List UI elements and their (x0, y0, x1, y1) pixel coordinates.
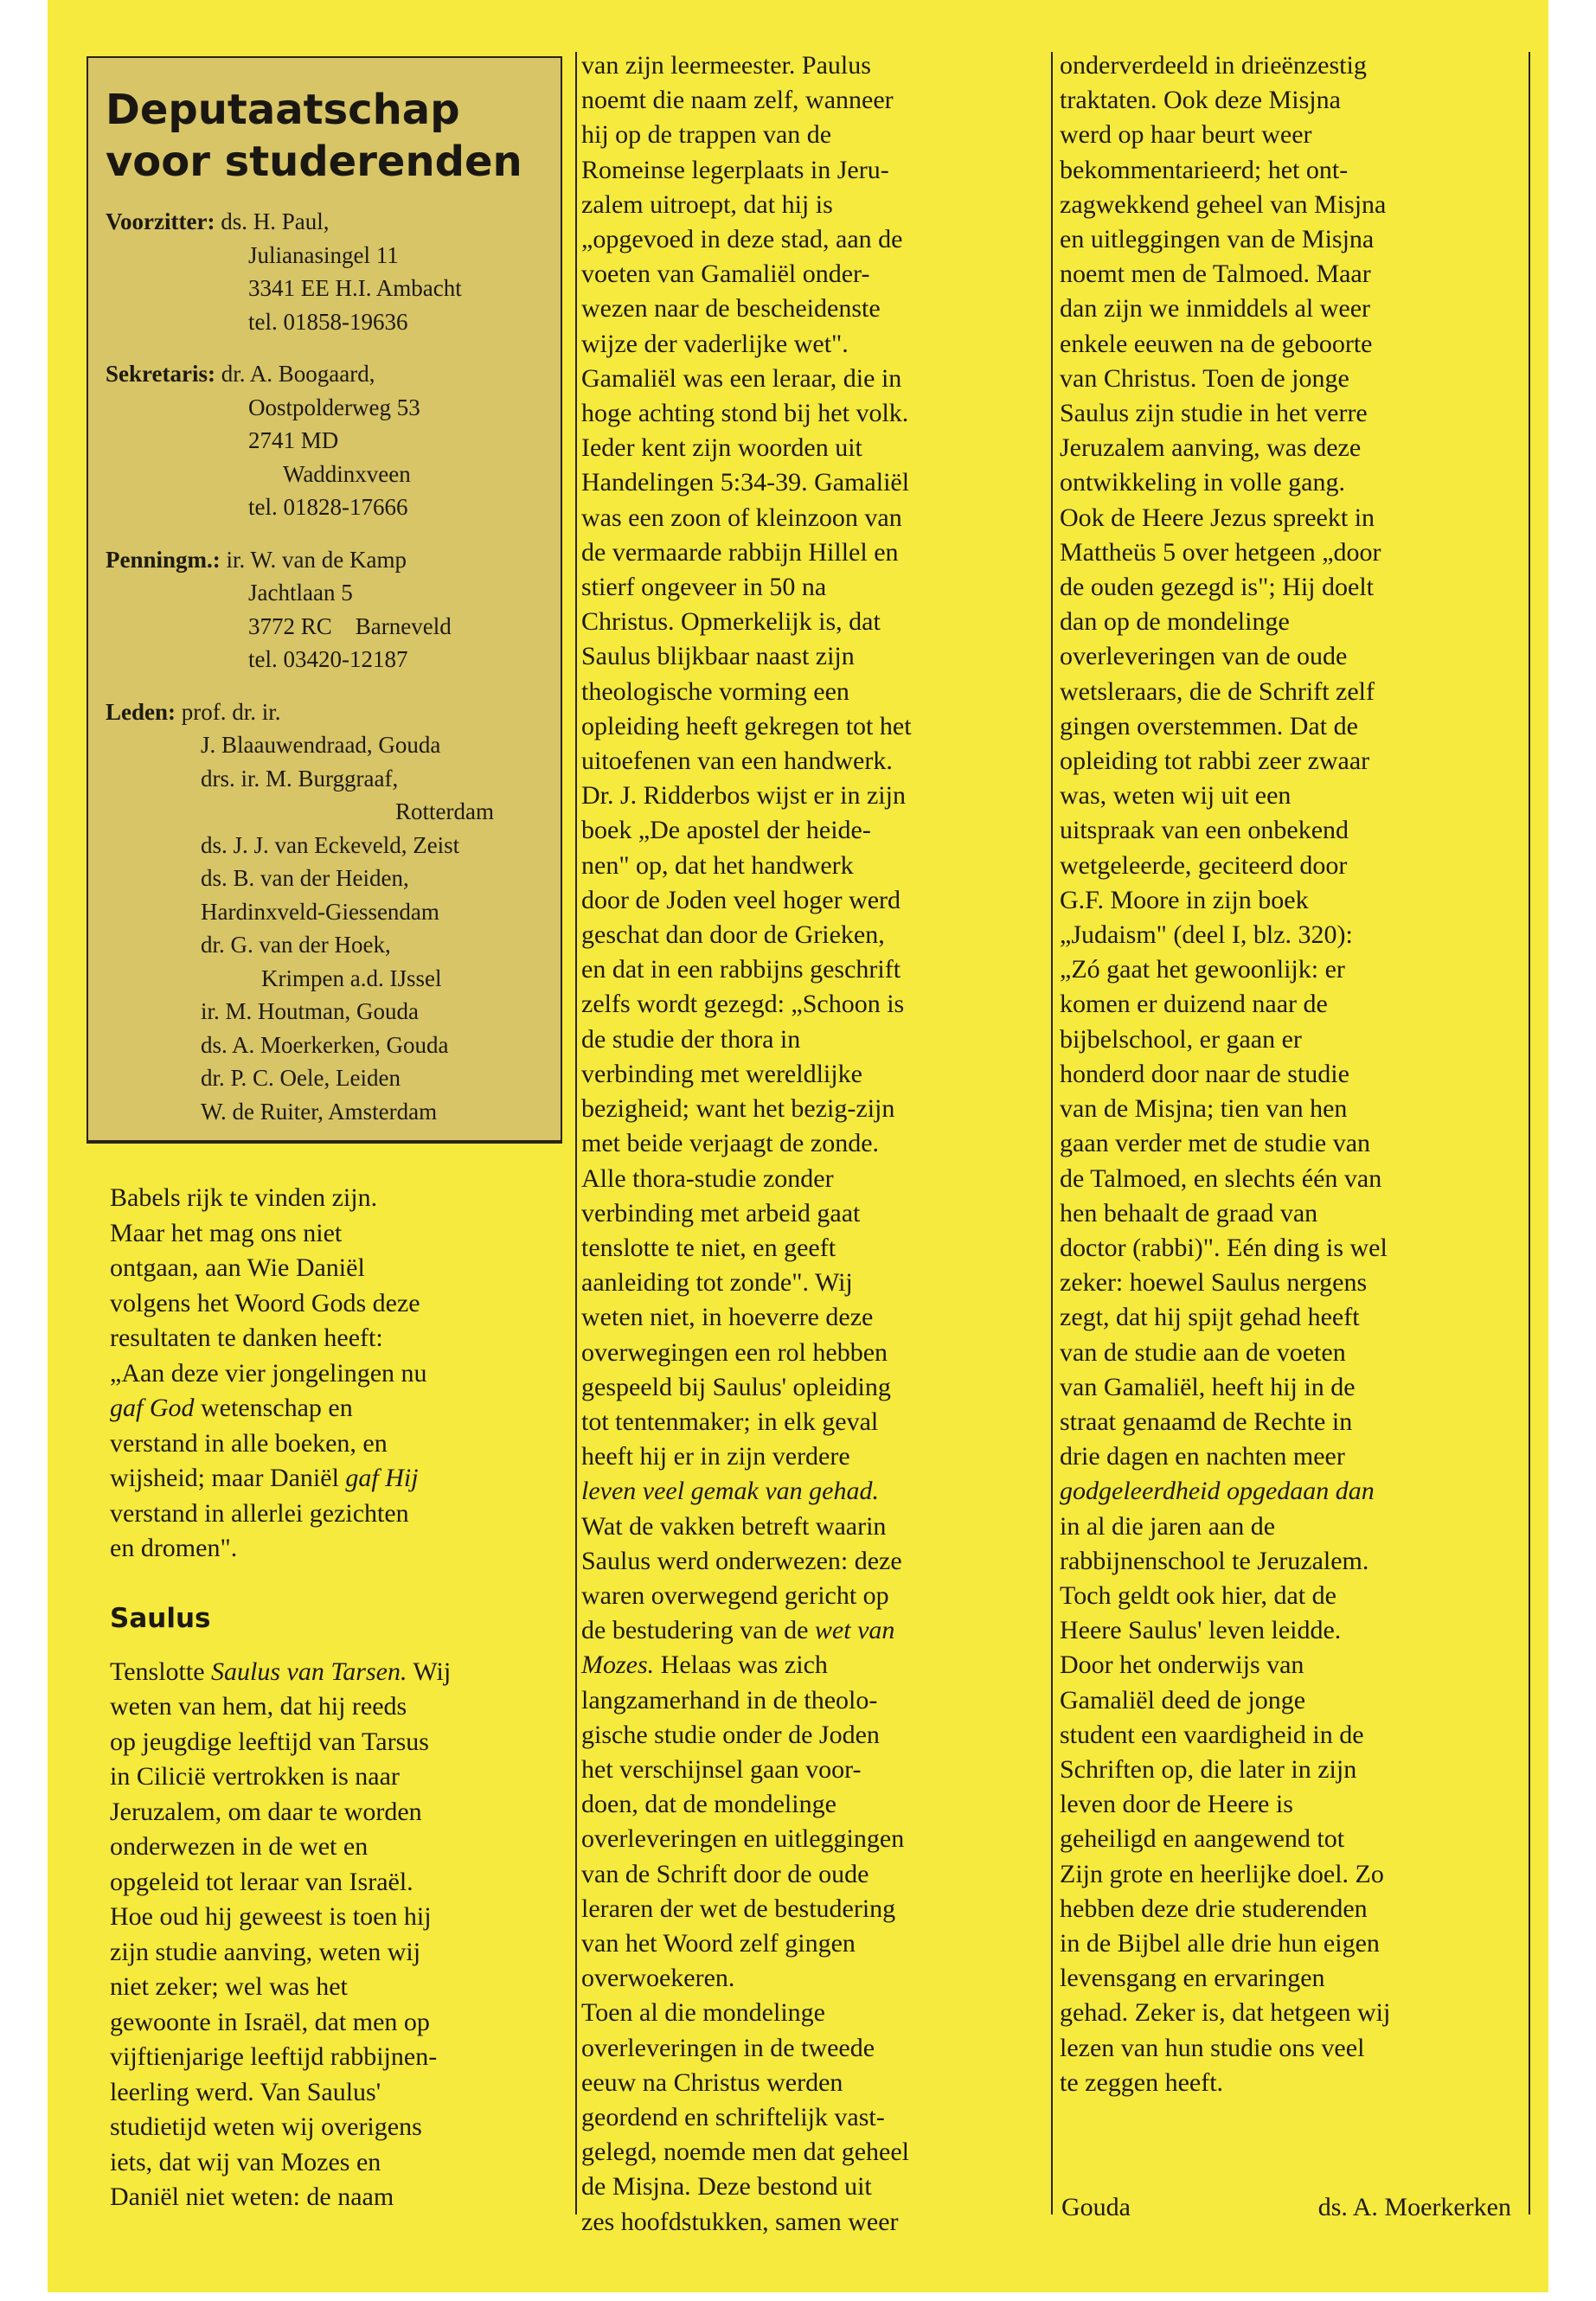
text-line: bekommentarieerd; het ont- (1060, 155, 1349, 184)
text-fragment: wetenschap en (194, 1394, 353, 1422)
text-line: theologische vorming een (581, 676, 849, 706)
text-line: Maar het mag ons niet (110, 1218, 343, 1247)
text-line: van Gamaliël, heeft hij in de (1060, 1372, 1356, 1401)
entry-line: Oostpolderweg 53 (248, 394, 420, 420)
text-line: en uitleggingen van de Misjna (1060, 225, 1375, 254)
emphasis-line: leven veel gemak van gehad. (581, 1477, 879, 1506)
text-line: zagwekkend geheel van Misjna (1060, 189, 1387, 219)
text-line: zeker: hoewel Saulus nergens (1060, 1268, 1368, 1298)
text-line: Daniël niet weten: de naam (110, 2182, 394, 2211)
text-line: Zijn grote en heerlijke doel. Zo (1060, 1859, 1384, 1888)
text-line: van zijn leermeester. Paulus (581, 51, 871, 80)
text-line: in Cilicië vertrokken is naar (110, 1762, 400, 1791)
entry-line: ds. J. J. van Eckeveld, Zeist (201, 831, 460, 858)
committee-box (87, 56, 562, 1142)
text-line: iets, dat wij van Mozes en (110, 2147, 381, 2176)
text-line: aanleiding tot zonde". Wij (581, 1268, 853, 1298)
entry-line: Jachtlaan 5 (248, 580, 353, 606)
text-line: onderwezen in de wet en (110, 1832, 369, 1861)
text-line: van de Misjna; tien van hen (1060, 1094, 1348, 1124)
text-line: leraren der wet de bestudering (581, 1894, 896, 1923)
text-line: langzamerhand in de theolo- (581, 1685, 878, 1715)
text-line: Babels rijk te vinden zijn. (110, 1183, 378, 1212)
text-line: resultaten te danken heeft: (110, 1324, 383, 1352)
text-line: van Christus. Toen de jonge (1060, 363, 1349, 393)
text-line: van het Woord zelf gingen (581, 1928, 856, 1958)
text-line: doctor (rabbi)". Eén ding is wel (1060, 1233, 1388, 1262)
text-line: eeuw na Christus werden (581, 2067, 843, 2097)
emphasis-text: Saulus van Tarsen. (211, 1657, 407, 1686)
text-line: Ook de Heere Jezus spreekt in (1060, 503, 1375, 532)
text-line: noemt die naam zelf, wanneer (581, 86, 894, 115)
text-line: verbinding met wereldlijke (581, 1059, 862, 1088)
text-line: levensgang en ervaringen (1060, 1964, 1325, 1993)
text-line: Romeinse legerplaats in Jeru- (581, 155, 889, 184)
text-line: op jeugdige leeftijd van Tarsus (110, 1727, 429, 1756)
column-2-text (581, 48, 1066, 2240)
text-line: Hoe oud hij geweest is toen hij (110, 1902, 432, 1931)
entry-leden (106, 695, 555, 1129)
text-line: weten niet, in hoeverre deze (581, 1303, 874, 1332)
page-edge (48, 2292, 1548, 2301)
column-divider (1529, 52, 1530, 2214)
magazine-page (48, 0, 1548, 2301)
text-line: „opgevoed in deze stad, aan de (581, 225, 903, 254)
text-fragment: Helaas was zich (654, 1650, 828, 1680)
entry-line: tel. 01858-19636 (248, 308, 408, 335)
entry-line: ds. A. Moerkerken, Gouda (201, 1031, 449, 1058)
text-line: stierf ongeveer in 50 na (581, 573, 827, 602)
text-line: opleiding heeft gekregen tot het (581, 711, 912, 740)
text-line: Christus. Opmerkelijk is, dat (581, 607, 881, 637)
text-line: lezen van hun studie ons veel (1060, 2033, 1365, 2062)
text-line: „Zó gaat het gewoonlijk: er (1060, 955, 1345, 984)
text-fragment: Wij (407, 1657, 452, 1686)
column-1-text (110, 1181, 560, 2215)
text-line: honderd door naar de studie (1060, 1059, 1349, 1088)
text-line: „Judaism" (deel I, blz. 320): (1060, 920, 1353, 950)
entry-voorzitter (106, 205, 555, 338)
text-line: wetsleraars, die de Schrift zelf (1060, 676, 1375, 706)
signature-place: Gouda (1061, 2193, 1131, 2221)
text-line: hebben deze drie studerenden (1060, 1894, 1368, 1923)
text-line: weten van hem, dat hij reeds (110, 1692, 407, 1721)
text-line: en dat in een rabbijns geschrift (581, 955, 901, 984)
box-title-line-2: voor studerenden (106, 138, 522, 186)
entry-line: prof. dr. ir. (181, 698, 281, 725)
text-line: overleveringen in de tweede (581, 2033, 875, 2062)
text-line: het verschijnsel gaan voor- (581, 1754, 862, 1784)
text-line: de Talmoed, en slechts één van (1060, 1163, 1382, 1193)
text-line: overleveringen en uitleggingen (581, 1824, 905, 1854)
text-line: gewoonte in Israël, dat men op (110, 2007, 430, 2036)
text-line: ontgaan, aan Wie Daniël (110, 1253, 365, 1282)
text-line: bijbelschool, er gaan er (1060, 1024, 1302, 1054)
text-line: Schriften op, die later in zijn (1060, 1754, 1357, 1784)
text-line: Jeruzalem, om daar te worden (110, 1797, 422, 1826)
text-line: van de studie aan de voeten (1060, 1337, 1346, 1367)
text-line: uitspraak van een onbekend (1060, 816, 1349, 845)
text-line: „Aan deze vier jongelingen nu (110, 1358, 427, 1388)
emphasis-text: Mozes. (581, 1650, 655, 1680)
emphasis-text: wet van (814, 1616, 895, 1645)
text-line: te zeggen heeft. (1060, 2067, 1224, 2097)
box-title-line-1: Deputaatschap (106, 86, 460, 134)
text-line (581, 1613, 1066, 1648)
role-label: Sekretaris: (106, 361, 215, 387)
text-line: gische studie onder de Joden (581, 1720, 880, 1749)
entry-line: drs. ir. M. Burggraaf, (201, 765, 399, 792)
box-bottom-rule (87, 1142, 562, 1144)
entry-line: ir. M. Houtman, Gouda (201, 998, 419, 1024)
emphasis-text: gaf God (110, 1394, 195, 1422)
role-label: Voorzitter: (106, 208, 215, 234)
text-line: Toen al die mondelinge (581, 1998, 825, 2028)
signature-author: ds. A. Moerkerken (1317, 2193, 1511, 2221)
emphasis-text: gaf Hij (345, 1464, 419, 1492)
text-line: ontwikkeling in volle gang. (1060, 468, 1345, 497)
text-line: leerling werd. Van Saulus' (110, 2077, 381, 2106)
text-line: hen behaalt de graad van (1060, 1198, 1318, 1227)
text-line: dan zijn we inmiddels al weer (1060, 294, 1371, 324)
paragraph-daniel (110, 1181, 560, 1567)
text-line: overleveringen van de oude (1060, 642, 1348, 671)
text-line: dan op de mondelinge (1060, 607, 1290, 637)
text-line: Ieder kent zijn woorden uit (581, 433, 862, 463)
text-line: overwoekeren. (581, 1964, 735, 1993)
text-line: Handelingen 5:34-39. Gamaliël (581, 468, 910, 497)
text-line: de studie der thora in (581, 1024, 801, 1054)
entry-sekretaris (106, 357, 555, 524)
role-label: Penningm.: (106, 546, 221, 573)
emphasis-line: godgeleerdheid opgedaan dan (1060, 1477, 1375, 1506)
text-line: G.F. Moore in zijn boek (1060, 885, 1309, 914)
text-line: onderverdeeld in drieënzestig (1060, 51, 1367, 80)
entry-line: ds. H. Paul, (221, 208, 330, 234)
text-line: drie dagen en nachten meer (1060, 1442, 1345, 1471)
text-line: met beide verjaagt de zonde. (581, 1129, 880, 1158)
text-line: Dr. J. Ridderbos wijst er in zijn (581, 781, 906, 811)
entry-line: Rotterdam (395, 798, 494, 824)
text-line: de vermaarde rabbijn Hillel en (581, 537, 899, 567)
text-line: zegt, dat hij spijt gehad heeft (1060, 1303, 1360, 1332)
entry-line: dr. P. C. Oele, Leiden (201, 1065, 401, 1091)
text-line: geordend en schriftelijk vast- (581, 2102, 885, 2131)
text-line: hij op de trappen van de (581, 120, 832, 150)
text-line: Jeruzalem aanving, was deze (1060, 433, 1362, 463)
text-line: uitoefenen van een handwerk. (581, 747, 893, 776)
text-line: student een vaardigheid in de (1060, 1720, 1364, 1749)
text-line: gingen overstemmen. Dat de (1060, 711, 1358, 740)
entry-line: Waddinxveen (283, 460, 411, 487)
text-line: traktaten. Ook deze Misjna (1060, 86, 1341, 115)
text-line: gehad. Zeker is, dat hetgeen wij (1060, 1998, 1391, 2028)
entry-line: 3772 RC Barneveld (248, 612, 452, 639)
entry-line: W. de Ruiter, Amsterdam (201, 1098, 438, 1125)
text-line: Door het onderwijs van (1060, 1650, 1304, 1680)
text-line: nen" op, dat het handwerk (581, 850, 854, 880)
entry-line: Hardinxveld-Giessendam (201, 898, 439, 925)
text-line: overwegingen een rol hebben (581, 1337, 888, 1367)
text-line: Mattheüs 5 over hetgeen „door (1060, 537, 1381, 567)
committee-list (106, 205, 555, 1147)
text-line: wezen naar de bescheidenste (581, 294, 881, 324)
text-line (581, 1648, 1066, 1682)
entry-line: tel. 03420-12187 (248, 646, 408, 672)
text-line: noemt men de Talmoed. Maar (1060, 260, 1371, 289)
text-line: Toch geldt ook hier, dat de (1060, 1580, 1336, 1610)
entry-penningmeester (106, 543, 555, 676)
text-line: studietijd weten wij overigens (110, 2112, 422, 2141)
role-label: Leden: (106, 698, 176, 725)
text-line: geheiligd en aangewend tot (1060, 1824, 1345, 1854)
text-line: tot tentenmaker; in elk geval (581, 1407, 879, 1436)
paragraph-saulus (110, 1655, 560, 2215)
entry-line: 2741 MD (248, 427, 339, 453)
column-divider (575, 52, 577, 2214)
text-line: Saulus blijkbaar naast zijn (581, 642, 855, 671)
text-line: zalem uitroept, dat hij is (581, 189, 833, 219)
text-line: zelfs wordt gezegd: „Schoon is (581, 990, 905, 1019)
text-line: enkele eeuwen na de geboorte (1060, 329, 1373, 358)
entry-line: ds. B. van der Heiden, (201, 865, 409, 891)
text-line: opleiding tot rabbi zeer zwaar (1060, 747, 1370, 776)
entry-line: tel. 01828-17666 (248, 494, 408, 520)
text-line: was, weten wij uit een (1060, 781, 1292, 811)
text-line: komen er duizend naar de (1060, 990, 1328, 1019)
text-line: gelegd, noemde men dat geheel (581, 2138, 910, 2167)
entry-line: ir. W. van de Kamp (226, 546, 407, 573)
text-line: de Misjna. Deze bestond uit (581, 2172, 872, 2202)
text-line: verstand in allerlei gezichten (110, 1498, 409, 1528)
text-fragment: Tenslotte (110, 1657, 212, 1686)
entry-line: Krimpen a.d. IJssel (261, 965, 442, 991)
entry-line: dr. A. Boogaard, (221, 361, 375, 387)
text-line: bezigheid; want het bezig-zijn (581, 1094, 895, 1124)
text-line: doen, dat de mondelinge (581, 1790, 836, 1819)
text-line: Heere Saulus' leven leidde. (1060, 1616, 1342, 1645)
text-line: volgens het Woord Gods deze (110, 1288, 420, 1317)
entry-line: 3341 EE H.I. Ambacht (248, 275, 462, 301)
text-line: straat genaamd de Rechte in (1060, 1407, 1353, 1436)
text-line: Wat de vakken betreft waarin (581, 1511, 887, 1541)
text-line: waren overwegend gericht op (581, 1580, 889, 1610)
text-line: in de Bijbel alle drie hun eigen (1060, 1928, 1380, 1958)
text-line: gespeeld bij Saulus' opleiding (581, 1372, 891, 1401)
text-line: niet zeker; wel was het (110, 1972, 348, 2001)
text-line: zes hoofdstukken, samen weer (581, 2207, 899, 2236)
text-line: geschat dan door de Grieken, (581, 920, 885, 950)
section-heading-saulus: Saulus (110, 1602, 211, 1634)
text-line: opgeleid tot leraar van Israël. (110, 1867, 413, 1896)
text-line: wetgeleerde, geciteerd door (1060, 850, 1348, 880)
entry-line: Julianasingel 11 (248, 241, 399, 268)
text-line: Alle thora-studie zonder (581, 1163, 834, 1193)
text-line: Gamaliël deed de jonge (1060, 1685, 1306, 1715)
text-line: en dromen". (110, 1534, 238, 1562)
text-line: in al die jaren aan de (1060, 1511, 1276, 1541)
entry-line: J. Blaauwendraad, Gouda (201, 732, 441, 758)
entry-line: dr. G. van der Hoek, (201, 932, 391, 958)
text-line: hoge achting stond bij het volk. (581, 399, 909, 428)
text-line: leven door de Heere is (1060, 1790, 1293, 1819)
text-line: werd op haar beurt weer (1060, 120, 1312, 150)
text-line: verbinding met arbeid gaat (581, 1198, 861, 1227)
text-line: Saulus zijn studie in het verre (1060, 399, 1368, 428)
text-line: heeft hij er in zijn verdere (581, 1442, 850, 1471)
text-line: Gamaliël was een leraar, die in (581, 363, 902, 393)
text-line: gaan verder met de studie van (1060, 1129, 1371, 1158)
text-line: Saulus werd onderwezen: deze (581, 1546, 902, 1575)
text-line: de ouden gezegd is"; Hij doelt (1060, 573, 1374, 602)
box-title (106, 84, 555, 188)
text-fragment: wijsheid; maar Daniël (110, 1464, 346, 1492)
text-fragment: de bestudering van de (581, 1616, 815, 1645)
text-line: boek „De apostel der heide- (581, 816, 871, 845)
text-line: zijn studie aanving, weten wij (110, 1937, 421, 1966)
text-line: van de Schrift door de oude (581, 1859, 869, 1888)
text-line: verstand in alle boeken, en (110, 1428, 388, 1458)
text-line: was een zoon of kleinzoon van (581, 503, 902, 532)
text-line: tenslotte te niet, en geeft (581, 1233, 836, 1262)
text-line: vijftienjarige leeftijd rabbijnen- (110, 2042, 438, 2071)
column-3-text (1060, 48, 1527, 2100)
text-line: rabbijnenschool te Jeruzalem. (1060, 1546, 1369, 1575)
text-line: voeten van Gamaliël onder- (581, 260, 870, 289)
text-line: door de Joden veel hoger werd (581, 885, 901, 914)
text-line: wijze der vaderlijke wet". (581, 329, 849, 358)
